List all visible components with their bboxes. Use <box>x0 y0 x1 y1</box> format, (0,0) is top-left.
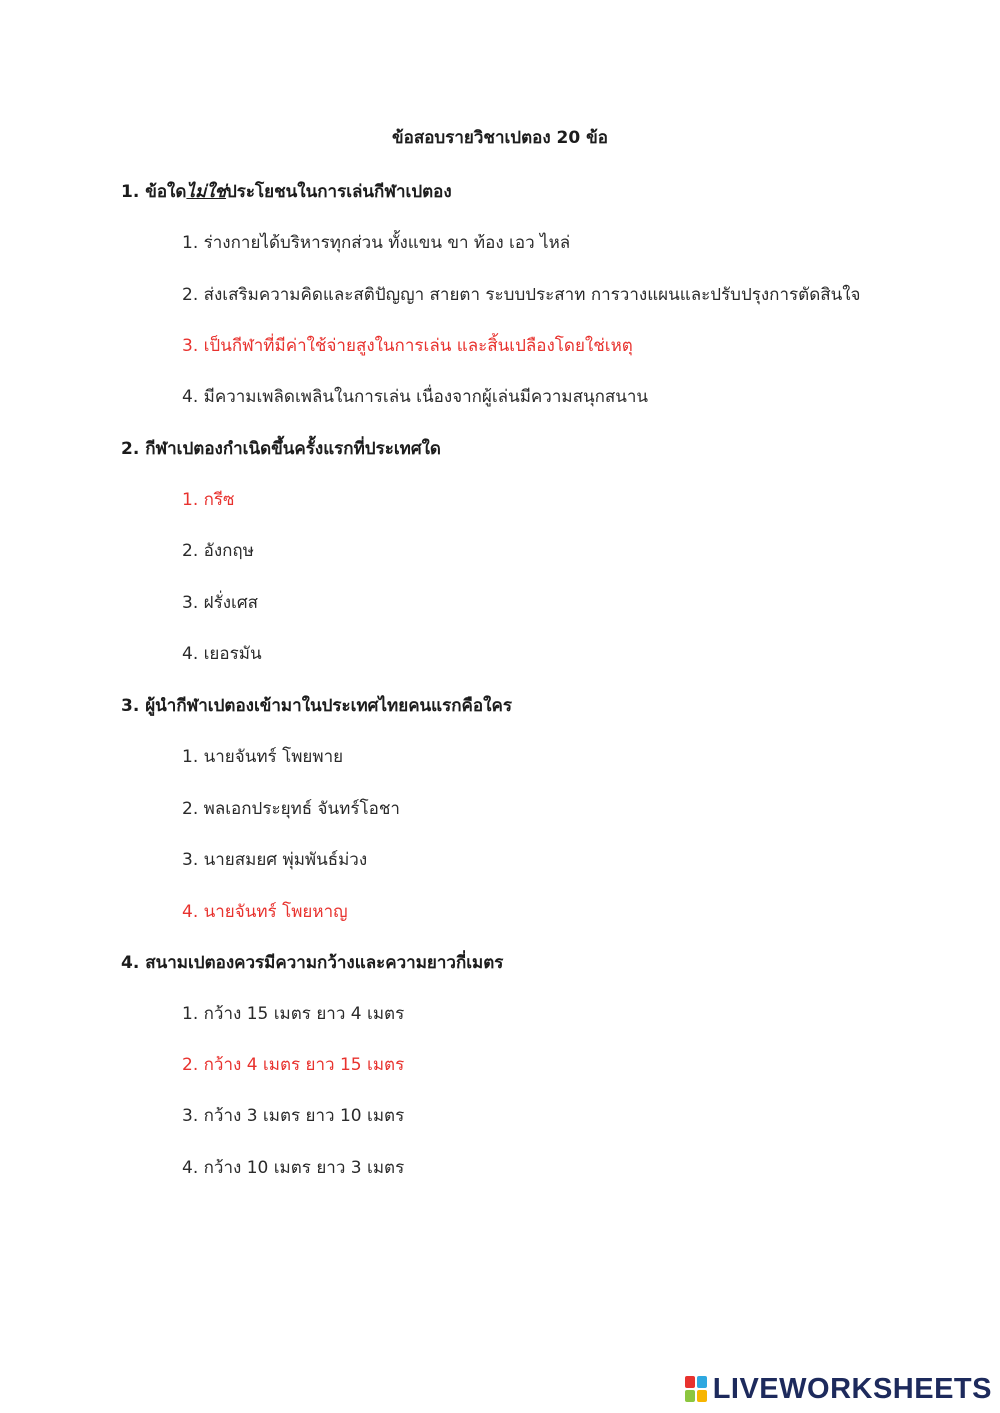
question-number: 2. <box>121 439 140 459</box>
option-2-3[interactable]: 3. ฝรั่งเศส <box>182 593 258 613</box>
question-emphasis: ไม่ใช่ <box>186 182 226 202</box>
question-text: สนามเปตองควรมีความกว้างและความยาวกี่เมตร <box>145 953 504 973</box>
option-3-3[interactable]: 3. นายสมยศ พุ่มพันธ์ม่วง <box>182 850 368 870</box>
question-number: 3. <box>121 696 140 716</box>
question-text: ผู้นำกีฬาเปตองเข้ามาในประเทศไทยคนแรกคือใคร <box>145 696 512 716</box>
option-2-1-correct[interactable]: 1. กรีซ <box>182 490 235 510</box>
question-number: 1. <box>121 182 140 202</box>
option-4-1[interactable]: 1. กว้าง 15 เมตร ยาว 4 เมตร <box>182 1004 405 1024</box>
page-title: ข้อสอบรายวิชาเปตอง 20 ข้อ <box>392 128 608 148</box>
option-1-3-correct[interactable]: 3. เป็นกีฬาที่มีค่าใช้จ่ายสูงในการเล่น และสิ้นเปลืองโดยใช่เหตุ <box>182 336 633 356</box>
option-4-4[interactable]: 4. กว้าง 10 เมตร ยาว 3 เมตร <box>182 1158 405 1178</box>
question-2 <box>121 435 441 462</box>
question-4 <box>121 949 503 976</box>
option-4-2-correct[interactable]: 2. กว้าง 4 เมตร ยาว 15 เมตร <box>182 1055 405 1075</box>
option-2-2[interactable]: 2. อังกฤษ <box>182 541 254 561</box>
option-2-4[interactable]: 4. เยอรมัน <box>182 644 262 664</box>
question-text: กีฬาเปตองกำเนิดขึ้นครั้งแรกที่ประเทศใด <box>145 439 441 459</box>
question-text: ประโยชนในการเล่นกีฬาเปตอง <box>226 182 452 202</box>
question-text-prefix: ข้อใด <box>145 182 187 202</box>
question-3 <box>121 692 512 719</box>
question-number: 4. <box>121 953 140 973</box>
option-3-4-correct[interactable]: 4. นายจันทร์ โพยหาญ <box>182 902 348 922</box>
option-3-2[interactable]: 2. พลเอกประยุทธ์ จันทร์โอชา <box>182 799 400 819</box>
liveworksheets-logo[interactable] <box>685 1371 992 1407</box>
question-1 <box>121 178 452 205</box>
liveworksheets-logo-icon <box>685 1376 707 1402</box>
logo-text: LIVEWORKSHEETS <box>712 1372 992 1405</box>
option-1-2[interactable]: 2. ส่งเสริมความคิดและสติปัญญา สายตา ระบบประสาท การวางแผนและปรับปรุงการตัดสินใจ <box>182 285 861 305</box>
option-4-3[interactable]: 3. กว้าง 3 เมตร ยาว 10 เมตร <box>182 1106 405 1126</box>
option-1-1[interactable]: 1. ร่างกายได้บริหารทุกส่วน ทั้งแขน ขา ท้อง เอว ไหล่ <box>182 233 571 253</box>
option-1-4[interactable]: 4. มีความเพลิดเพลินในการเล่น เนื่องจากผู้เล่นมีความสนุกสนาน <box>182 387 649 407</box>
option-3-1[interactable]: 1. นายจันทร์ โพยพาย <box>182 747 344 767</box>
